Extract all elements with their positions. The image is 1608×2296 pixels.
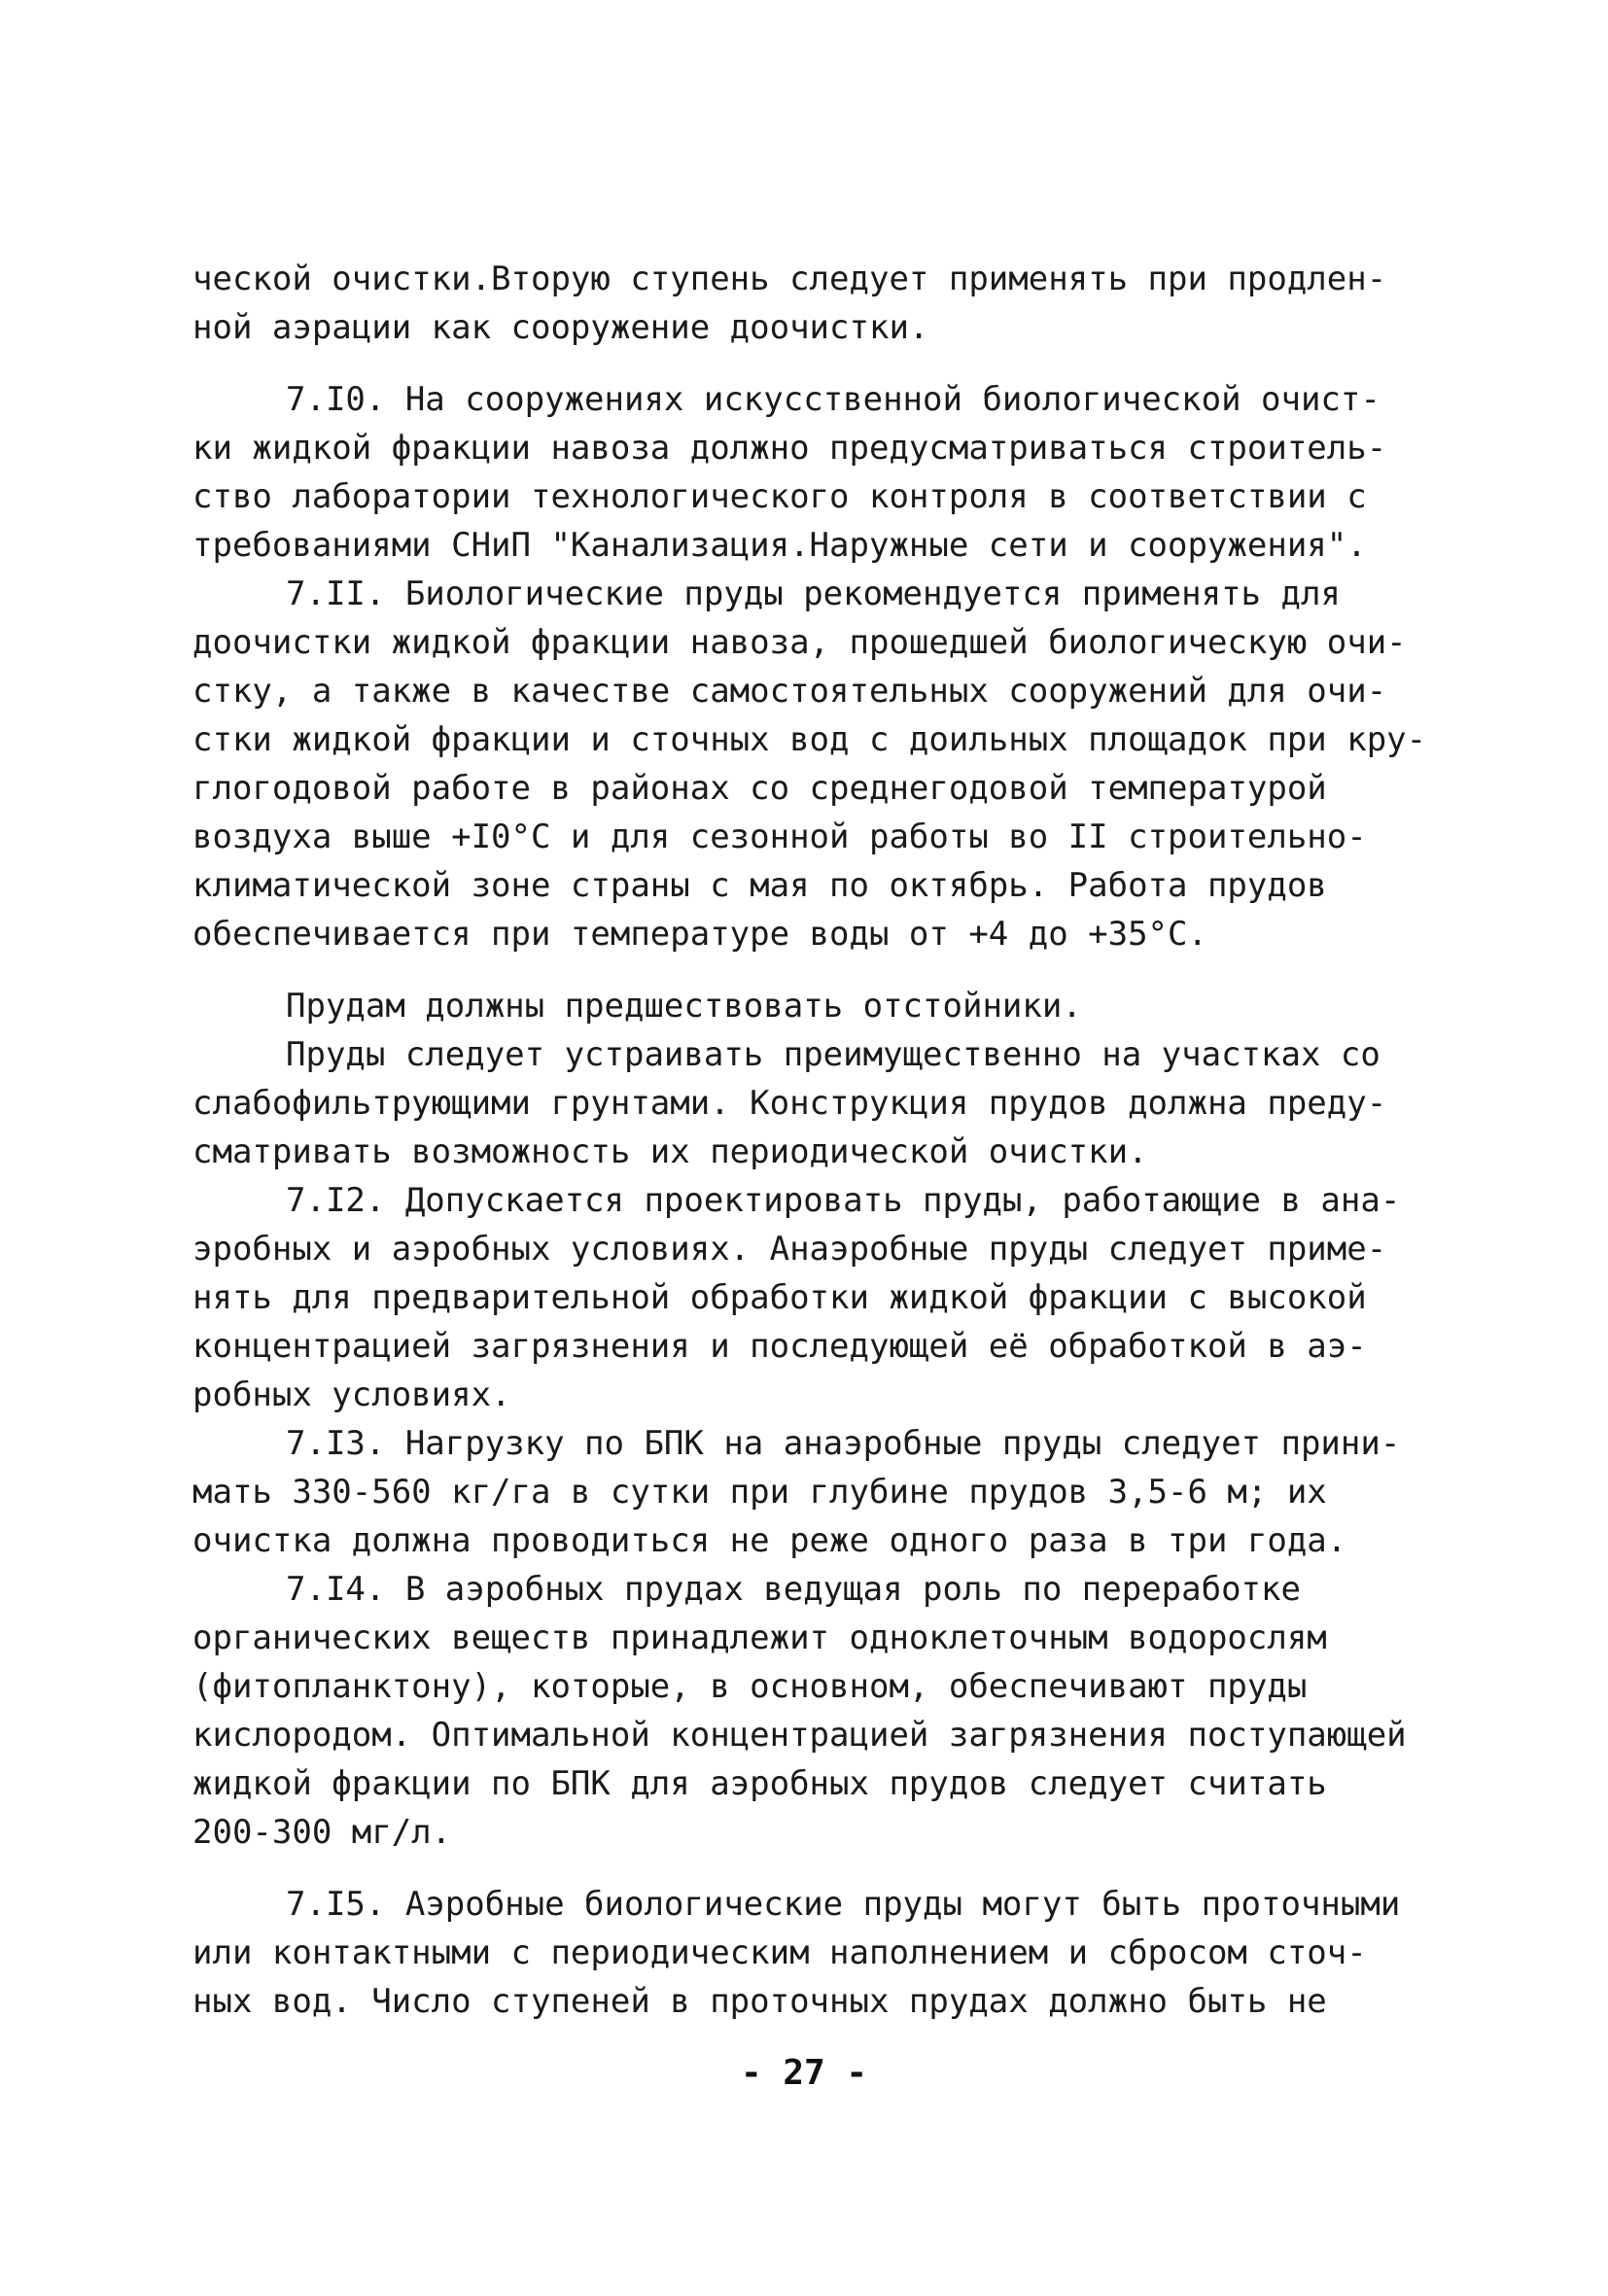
text-line: климатической зоне страны с мая по октябрь. Работа прудов xyxy=(192,866,1327,905)
paragraph-settlers: Прудам должны предшествовать отстойники. xyxy=(286,987,1082,1026)
text-line: обеспечивается при температуре воды от +4 до +35°C. xyxy=(192,915,1207,954)
paragraph-7-13-start: 7.I3. Нагрузку по БПК на анаэробные пруды следует прини- xyxy=(286,1424,1401,1463)
paragraph-7-14-start: 7.I4. В аэробных прудах ведущая роль по переработке xyxy=(286,1570,1301,1609)
text-line: стку, а также в качестве самостоятельных сооружений для очи- xyxy=(192,672,1387,711)
text-line: концентрацией загрязнения и последующей её обработкой в аэ- xyxy=(192,1327,1367,1366)
paragraph-7-11-start: 7.II. Биологические пруды рекомендуется применять для xyxy=(286,574,1341,613)
text-line: органических веществ принадлежит одноклеточным водорослям xyxy=(192,1618,1327,1657)
text-line: робных условиях. xyxy=(192,1375,511,1414)
text-line: доочистки жидкой фракции навоза, прошедшей биологическую очи- xyxy=(192,623,1407,662)
text-line: мать 330-560 кг/га в сутки при глубине прудов 3,5-6 м; их xyxy=(192,1473,1327,1512)
text-line: жидкой фракции по БПК для аэробных прудов следует считать xyxy=(192,1764,1327,1803)
text-line: слабофильтрующими грунтами. Конструкция прудов должна преду- xyxy=(192,1084,1387,1123)
text-line: ных вод. Число ступеней в проточных прудах должно быть не xyxy=(192,1982,1327,2021)
text-line: требованиями СНиП "Канализация.Наружные сети и сооружения". xyxy=(192,526,1367,565)
text-line: ки жидкой фракции навоза должно предусматриваться строитель- xyxy=(192,429,1387,468)
text-line: ство лаборатории технологического контроля в соответствии с xyxy=(192,477,1367,516)
paragraph-7-15-start: 7.I5. Аэробные биологические пруды могут быть проточными xyxy=(286,1885,1401,1924)
text-line: ной аэрации как сооружение доочистки. xyxy=(192,308,929,347)
body-text xyxy=(192,255,1427,2026)
text-line: эробных и аэробных условиях. Анаэробные пруды следует приме- xyxy=(192,1230,1387,1269)
text-line: (фитопланктону), которые, в основном, обеспечивают пруды xyxy=(192,1667,1308,1706)
text-line: сматривать возможность их периодической очистки. xyxy=(192,1132,1148,1171)
text-line: или контактными с периодическим наполнением и сбросом сточ- xyxy=(192,1933,1367,1972)
text-line: 200-300 мг/л. xyxy=(192,1813,452,1852)
text-line: нять для предварительной обработки жидкой фракции с высокой xyxy=(192,1278,1367,1317)
paragraph-soils-start: Пруды следует устраивать преимущественно на участках со xyxy=(286,1035,1381,1074)
text-line: очистка должна проводиться не реже одного раза в три года. xyxy=(192,1521,1347,1560)
page-number: - 27 - xyxy=(740,2053,868,2093)
paragraph-7-12-start: 7.I2. Допускается проектировать пруды, работающие в ана- xyxy=(286,1181,1401,1220)
text-line: воздуха выше +I0°C и для сезонной работы во II строительно- xyxy=(192,818,1367,856)
paragraph-7-10-start: 7.I0. На сооружениях искусственной биологической очист- xyxy=(286,380,1381,419)
text-line: кислородом. Оптимальной концентрацией загрязнения поступающей xyxy=(192,1716,1407,1755)
text-line: глогодовой работе в районах со среднегодовой температурой xyxy=(192,769,1327,808)
text-line: стки жидкой фракции и сточных вод с доильных площадок при кру- xyxy=(192,720,1427,759)
text-line: ческой очистки.Вторую ступень следует применять при продлен- xyxy=(192,260,1387,298)
